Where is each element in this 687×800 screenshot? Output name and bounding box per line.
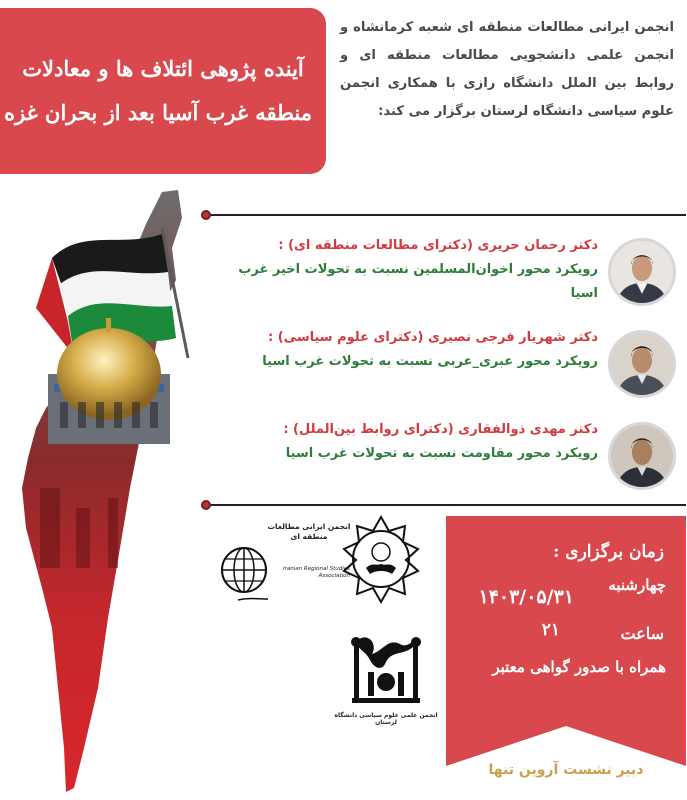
session-secretary: دبیر نشست آروین تنها <box>488 762 644 778</box>
event-date: ۱۴۰۳/۰۵/۳۱ <box>478 586 574 608</box>
frame-dot-top <box>201 210 211 220</box>
person-photo-icon <box>611 333 673 395</box>
emblem-icon <box>344 632 428 712</box>
speaker-avatar <box>608 330 676 398</box>
speaker-card-1 <box>208 232 676 314</box>
event-title-box <box>0 8 326 174</box>
lorestan-political-science-logo <box>344 632 428 712</box>
event-time-banner <box>446 516 686 766</box>
regional-studies-globe-logo <box>218 520 268 606</box>
event-hour-label: ساعت <box>620 624 664 643</box>
event-hour: ۲۱ <box>541 620 560 640</box>
seal-icon <box>336 514 426 604</box>
person-photo-icon <box>611 425 673 487</box>
person-photo-icon <box>611 241 673 303</box>
palestine-map-icon <box>12 188 212 794</box>
speaker-card-2 <box>208 324 676 406</box>
speaker-topic: رویکرد محور مقاومت نسبت به تحولات غرب اسیا <box>285 446 598 461</box>
speaker-name: دکتر شهریار فرجی نصیری (دکترای علوم سیاسی) : <box>268 330 598 345</box>
speaker-topic: رویکرد محور اخوان‌المسلمین نسبت به تحولات اخیر غرب اسیا <box>238 262 598 301</box>
speaker-name: دکتر رحمان حریری (دکترای مطالعات منطقه ای) : <box>278 238 598 253</box>
event-day: چهارشنبه <box>608 576 666 594</box>
lorestan-logo-caption: انجمن علمی علوم سیاسی دانشگاه لرستان <box>334 712 438 726</box>
speakers-section <box>206 214 686 506</box>
event-title-line-1: آینده پژوهی ائتلاف ها و معادلات <box>22 56 304 81</box>
event-time-label: زمان برگزاری : <box>553 542 664 562</box>
frame-dot-bottom <box>201 500 211 510</box>
speaker-avatar <box>608 422 676 490</box>
palestine-map-illustration <box>12 188 212 794</box>
event-title-line-2: منطقه غرب آسیا بعد از بحران غزه <box>4 100 312 125</box>
razi-student-association-logo <box>336 514 426 604</box>
organizers-intro: انجمن ایرانی مطالعات منطقه ای شعبه کرمانشاه و انجمن علمی دانشجویی مطالعات منطقه ای و روابط بین الملل دانشگاه رازی با همکاری انجمن علوم سیاسی دانشگاه لرستان برگزار می کند: <box>340 20 674 119</box>
globe-icon <box>218 520 268 606</box>
regional-studies-logo-text: انجمن ایرانی مطالعات منطقه ای <box>267 522 351 541</box>
speaker-topic: رویکرد محور عبری_عربی نسبت به تحولات غرب اسیا <box>262 354 598 369</box>
speaker-name: دکتر مهدی ذوالفقاری (دکترای روابط بین‌الملل) : <box>283 422 598 437</box>
certificate-note: همراه با صدور گواهی معتبر <box>492 658 666 676</box>
speaker-avatar <box>608 238 676 306</box>
regional-studies-logo-english: Iranian Regional Studies Association <box>283 566 350 579</box>
speaker-card-3 <box>208 416 676 498</box>
